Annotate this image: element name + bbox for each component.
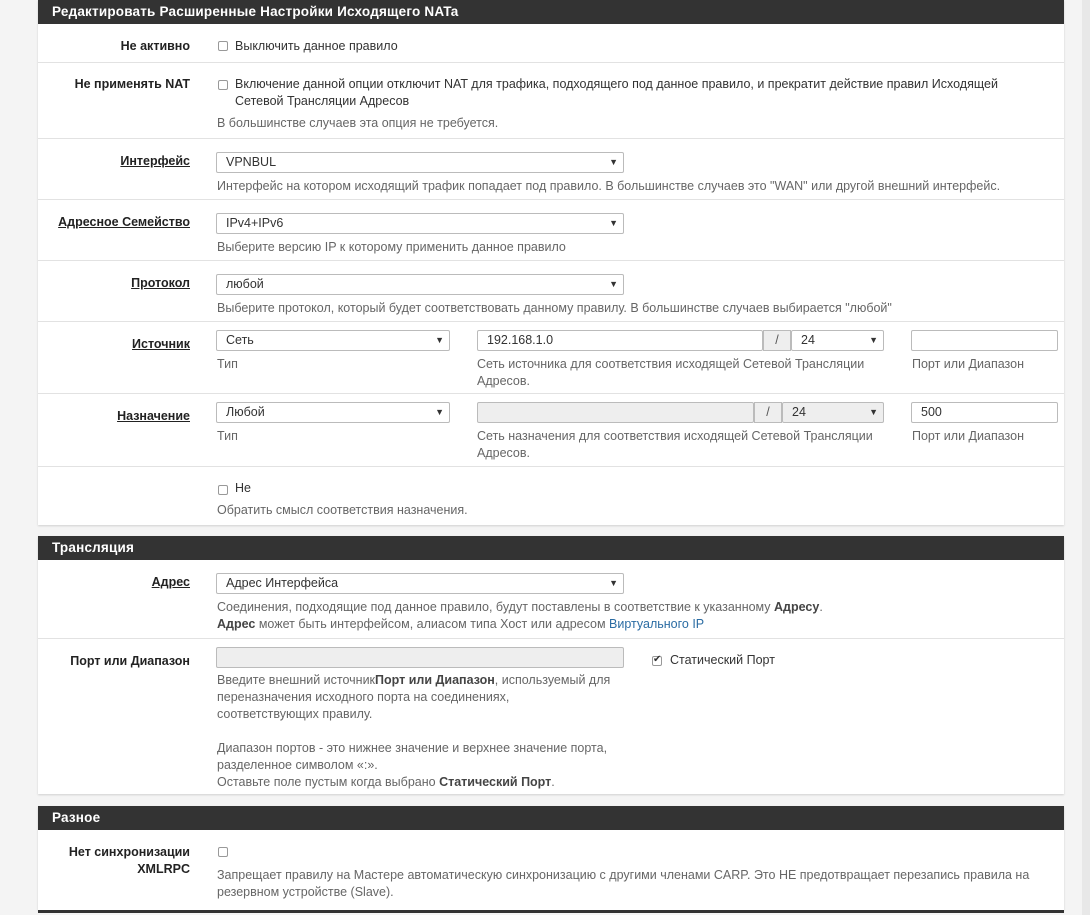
- source-network-help-2: Адресов.: [477, 374, 530, 388]
- nosync-checkbox[interactable]: [218, 847, 228, 857]
- translation-address-value: Адрес Интерфейса: [226, 576, 339, 590]
- section-title-misc: Разное: [38, 806, 1064, 830]
- translation-address-label: Адрес: [151, 575, 190, 589]
- source-type-select[interactable]: [216, 330, 450, 351]
- static-port-text: Статический Порт: [670, 653, 775, 667]
- translation-address-select[interactable]: [216, 573, 624, 594]
- advanced-panel: [38, 0, 1064, 525]
- destination-network-input[interactable]: [477, 402, 754, 423]
- destination-port-help: Порт или Диапазон: [912, 429, 1024, 443]
- translation-address-row: [38, 560, 1064, 638]
- destination-port-value: 500: [921, 405, 942, 419]
- destination-mask-select[interactable]: [782, 402, 884, 423]
- no-nat-checkbox-text-2: Сетевой Трансляции Адресов: [235, 94, 410, 108]
- chevron-down-icon: ▼: [869, 407, 878, 417]
- source-mask-value: 24: [801, 333, 815, 347]
- nosync-row: [38, 830, 1064, 910]
- destination-mask-value: 24: [792, 405, 806, 419]
- interface-select-value: VPNBUL: [226, 155, 277, 169]
- protocol-label: Протокол: [131, 276, 190, 290]
- section-title-advanced: Редактировать Расширенные Настройки Исходящего NATa: [38, 0, 1064, 24]
- no-nat-checkbox-text-1: Включение данной опции отключит NAT для трафика, подходящего под данное правило, и прекратит действие правил Исходящей: [235, 77, 998, 91]
- source-port-input[interactable]: [911, 330, 1058, 351]
- source-type-value: Сеть: [226, 333, 254, 347]
- chevron-down-icon: ▼: [435, 407, 444, 417]
- disabled-row: [38, 24, 1064, 62]
- translation-port-help-5: разделенное символом «:».: [217, 758, 378, 772]
- no-nat-row: [38, 62, 1064, 138]
- interface-select[interactable]: [216, 152, 624, 173]
- address-family-select-value: IPv4+IPv6: [226, 216, 284, 230]
- no-nat-help: В большинстве случаев эта опция не требуется.: [217, 116, 499, 130]
- source-mask-select[interactable]: [791, 330, 884, 351]
- protocol-select-value: любой: [226, 277, 264, 291]
- no-nat-label: Не применять NAT: [74, 77, 190, 91]
- nosync-help-1: Запрещает правилу на Мастере автоматическую синхронизацию с другими членами CARP. Это НЕ предотвращает перезапись правила на: [217, 868, 1030, 882]
- destination-network-help-1: Сеть назначения для соответствия исходящей Сетевой Трансляции: [477, 429, 873, 443]
- source-network-value: 192.168.1.0: [487, 333, 554, 347]
- translation-port-help-2: переназначения исходного порта на соединениях,: [217, 690, 510, 704]
- protocol-help: Выберите протокол, который будет соответствовать данному правилу. В большинстве случаев выбирается "любой": [217, 301, 892, 315]
- disabled-checkbox[interactable]: [218, 41, 228, 51]
- destination-label: Назначение: [117, 409, 190, 423]
- chevron-down-icon: ▼: [609, 578, 618, 588]
- source-type-help: Тип: [217, 357, 238, 371]
- nosync-label-1: Нет синхронизации: [68, 845, 190, 859]
- chevron-down-icon: ▼: [609, 157, 618, 167]
- interface-help: Интерфейс на котором исходящий трафик попадает под правило. В большинстве случаев это "WAN" или другой внешний интерфейс.: [217, 179, 1001, 193]
- source-network-help-1: Сеть источника для соответствия исходящей Сетевой Трансляции: [477, 357, 865, 371]
- destination-type-help: Тип: [217, 429, 238, 443]
- static-port-checkbox[interactable]: [652, 656, 662, 666]
- translation-port-help-6: Оставьте поле пустым когда выбрано Статический Порт.: [217, 775, 555, 789]
- translation-port-help-4: Диапазон портов - это нижнее значение и верхнее значение порта,: [217, 741, 608, 755]
- chevron-down-icon: ▼: [609, 218, 618, 228]
- destination-type-select[interactable]: [216, 402, 450, 423]
- source-label: Источник: [132, 337, 190, 351]
- translation-panel: [38, 536, 1064, 794]
- destination-not-help: Обратить смысл соответствия назначения.: [217, 503, 468, 517]
- window-edge: [1082, 0, 1090, 915]
- no-nat-checkbox[interactable]: [218, 80, 228, 90]
- nosync-label-2: XMLRPC: [137, 862, 190, 876]
- translation-port-row: [38, 638, 1064, 794]
- disabled-checkbox-text: Выключить данное правило: [235, 39, 398, 53]
- destination-type-value: Любой: [226, 405, 265, 419]
- section-title-translation: Трансляция: [38, 536, 1064, 560]
- translation-address-help-1: Соединения, подходящие под данное правило, будут поставлены в соответствие к указанному Адресу.: [217, 600, 823, 614]
- bottom-border: [38, 910, 1064, 913]
- chevron-down-icon: ▼: [869, 335, 878, 345]
- interface-row: [38, 138, 1064, 199]
- destination-not-row: [38, 466, 1064, 525]
- translation-address-help-2: Адрес может быть интерфейсом, алиасом типа Хост или адресом Виртуального IP: [217, 617, 705, 631]
- translation-port-help-1: Введите внешний источникПорт или Диапазон, используемый для: [217, 673, 611, 687]
- address-family-row: [38, 199, 1064, 260]
- source-network-input[interactable]: [477, 330, 763, 351]
- destination-not-text: Не: [235, 481, 251, 495]
- protocol-select[interactable]: [216, 274, 624, 295]
- address-family-label: Адресное Семейство: [58, 215, 190, 229]
- nosync-help-2: резервном устройстве (Slave).: [217, 885, 394, 899]
- destination-row: [38, 393, 1064, 466]
- translation-port-help-3: соответствующих правилу.: [217, 707, 373, 721]
- interface-label: Интерфейс: [120, 154, 190, 168]
- destination-not-checkbox[interactable]: [218, 485, 228, 495]
- destination-port-input[interactable]: [911, 402, 1058, 423]
- source-port-help: Порт или Диапазон: [912, 357, 1024, 371]
- chevron-down-icon: ▼: [609, 279, 618, 289]
- protocol-row: [38, 260, 1064, 321]
- address-family-help: Выберите версию IP к которому применить данное правило: [217, 240, 566, 254]
- disabled-label: Не активно: [120, 39, 190, 53]
- chevron-down-icon: ▼: [435, 335, 444, 345]
- translation-port-input[interactable]: [216, 647, 624, 668]
- source-slash: /: [763, 330, 791, 351]
- misc-panel: [38, 806, 1064, 910]
- address-family-select[interactable]: [216, 213, 624, 234]
- translation-port-label: Порт или Диапазон: [70, 654, 190, 668]
- virtual-ip-link[interactable]: Виртуального IP: [609, 617, 705, 631]
- destination-slash: /: [754, 402, 782, 423]
- destination-network-help-2: Адресов.: [477, 446, 530, 460]
- source-row: [38, 321, 1064, 393]
